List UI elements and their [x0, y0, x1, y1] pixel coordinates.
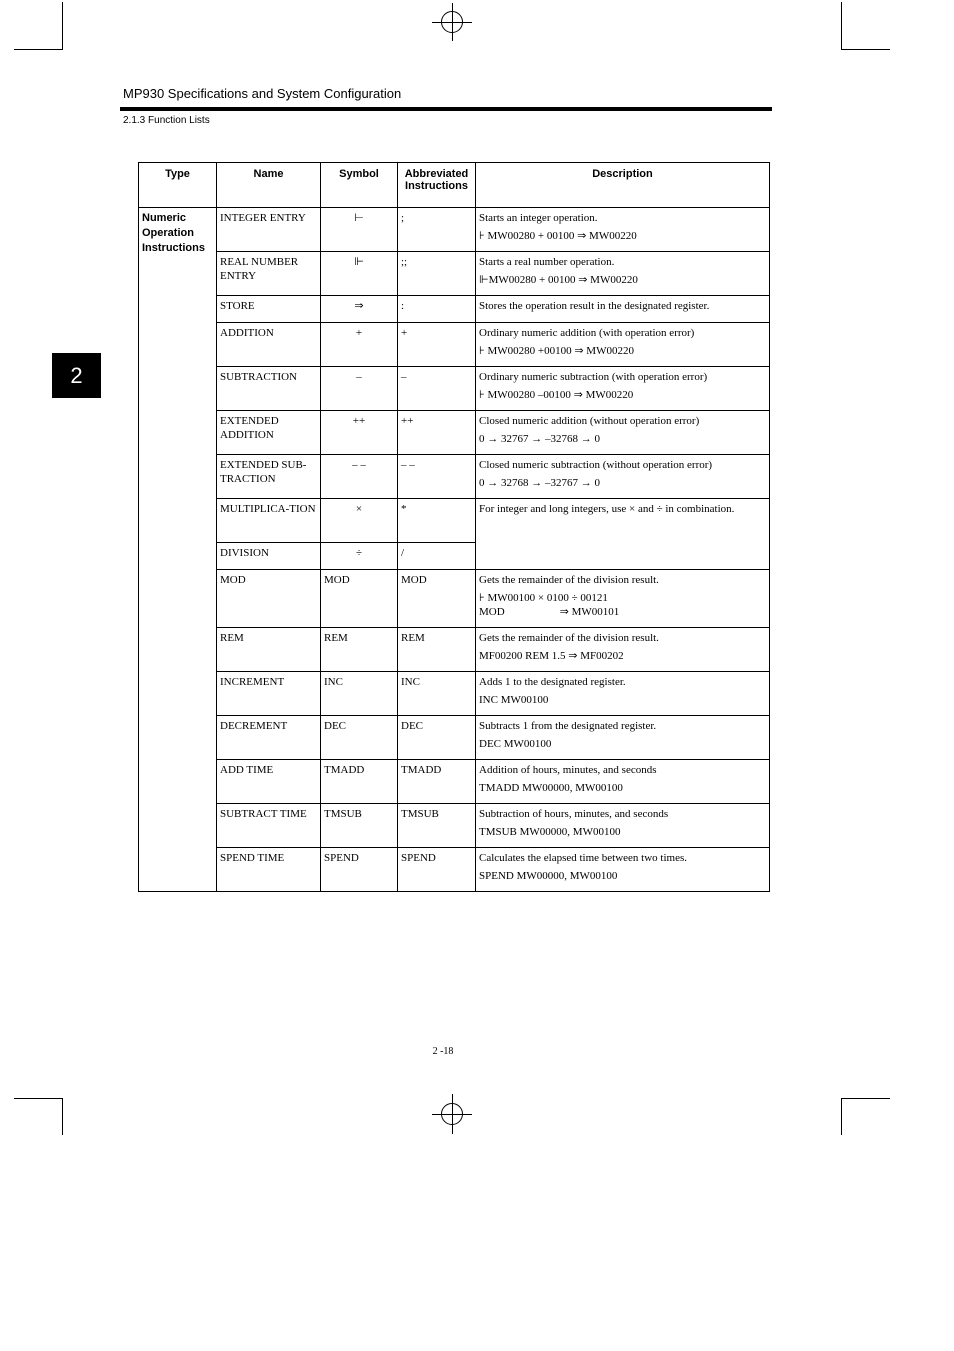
example-text: TMADD MW00000, MW00100 — [479, 782, 623, 794]
example-text: MOD ⇒ MW00101 — [479, 606, 620, 618]
symbol-cell: REM — [321, 628, 398, 672]
description-text: Calculates the elapsed time between two times. — [479, 852, 688, 864]
name-cell: MOD — [217, 570, 321, 628]
table-row — [139, 570, 770, 628]
example-text: ⊦ MW00280 –00100 ⇒ MW00220 — [479, 389, 634, 401]
symbol-cell: DEC — [321, 716, 398, 760]
table-row — [139, 672, 770, 716]
column-header: Abbreviated Instructions — [398, 163, 476, 208]
description-cell — [476, 323, 770, 367]
table-row — [139, 208, 770, 252]
type-cell: Numeric Operation Instructions — [139, 208, 217, 892]
abbr-cell: ++ — [398, 411, 476, 455]
symbol-cell: × — [321, 499, 398, 543]
name-cell: DECREMENT — [217, 716, 321, 760]
example-text: MF00200 REM 1.5 ⇒ MF00202 — [479, 650, 624, 662]
abbr-cell: / — [398, 543, 476, 570]
description-cell — [476, 208, 770, 252]
abbr-cell: ; — [398, 208, 476, 252]
name-cell: EXTENDED ADDITION — [217, 411, 321, 455]
description-cell — [476, 367, 770, 411]
table-row — [139, 848, 770, 892]
table-row — [139, 628, 770, 672]
example-text: 0 → 32767 → –32768 → 0 — [479, 433, 600, 445]
name-cell: REAL NUMBER ENTRY — [217, 252, 321, 296]
name-cell: SUBTRACT TIME — [217, 804, 321, 848]
symbol-cell: INC — [321, 672, 398, 716]
description-text: Adds 1 to the designated register. — [479, 676, 626, 688]
example-text: ⊦ MW00280 +00100 ⇒ MW00220 — [479, 345, 634, 357]
name-cell: ADD TIME — [217, 760, 321, 804]
function-table — [138, 162, 770, 892]
description-text: Gets the remainder of the division result. — [479, 574, 659, 586]
description-text: Starts a real number operation. — [479, 256, 615, 268]
description-cell — [476, 499, 770, 570]
abbr-cell: SPEND — [398, 848, 476, 892]
description-cell — [476, 760, 770, 804]
example-text: 0 → 32768 → –32767 → 0 — [479, 477, 600, 489]
description-cell — [476, 252, 770, 296]
name-cell: INTEGER ENTRY — [217, 208, 321, 252]
example-text: ⊦ MW00100 × 0100 ÷ 00121 — [479, 592, 608, 604]
example-text: DEC MW00100 — [479, 738, 552, 750]
symbol-cell: ⇒ — [321, 296, 398, 323]
table-row — [139, 323, 770, 367]
example-text: SPEND MW00000, MW00100 — [479, 870, 618, 882]
table-row — [139, 760, 770, 804]
symbol-cell: ++ — [321, 411, 398, 455]
description-cell — [476, 570, 770, 628]
page-number: 2 -18 — [432, 1046, 454, 1057]
description-cell — [476, 848, 770, 892]
name-cell: REM — [217, 628, 321, 672]
name-cell: SUBTRACTION — [217, 367, 321, 411]
name-cell: MULTIPLICA-TION — [217, 499, 321, 543]
abbr-cell: DEC — [398, 716, 476, 760]
section-label: 2.1.3 Function Lists — [123, 115, 210, 126]
description-cell — [476, 455, 770, 499]
column-header: Symbol — [321, 163, 398, 208]
symbol-cell: ÷ — [321, 543, 398, 570]
table-row — [139, 499, 770, 543]
abbr-cell: INC — [398, 672, 476, 716]
abbr-cell: – – — [398, 455, 476, 499]
header-rule — [120, 107, 772, 111]
description-cell — [476, 296, 770, 323]
symbol-cell: MOD — [321, 570, 398, 628]
description-text: Addition of hours, minutes, and seconds — [479, 764, 657, 776]
symbol-cell: TMADD — [321, 760, 398, 804]
abbr-cell: MOD — [398, 570, 476, 628]
table-row — [139, 716, 770, 760]
description-text: Closed numeric addition (without operation error) — [479, 415, 700, 427]
abbr-cell: * — [398, 499, 476, 543]
column-header: Name — [217, 163, 321, 208]
description-text: Gets the remainder of the division result. — [479, 632, 659, 644]
description-text: For integer and long integers, use × and ÷ in combination. — [479, 503, 735, 515]
abbr-cell: – — [398, 367, 476, 411]
description-text: Ordinary numeric subtraction (with operation error) — [479, 371, 708, 383]
description-text: Closed numeric subtraction (without operation error) — [479, 459, 713, 471]
name-cell: ADDITION — [217, 323, 321, 367]
abbr-cell: TMSUB — [398, 804, 476, 848]
table-row — [139, 804, 770, 848]
abbr-cell: REM — [398, 628, 476, 672]
symbol-cell: TMSUB — [321, 804, 398, 848]
description-text: Subtracts 1 from the designated register. — [479, 720, 657, 732]
symbol-cell: SPEND — [321, 848, 398, 892]
symbol-cell: ⊩ — [321, 252, 398, 296]
abbr-cell: : — [398, 296, 476, 323]
name-cell: DIVISION — [217, 543, 321, 570]
description-text: Starts an integer operation. — [479, 212, 598, 224]
table-row — [139, 252, 770, 296]
description-cell — [476, 716, 770, 760]
description-cell — [476, 411, 770, 455]
symbol-cell: – – — [321, 455, 398, 499]
symbol-cell: – — [321, 367, 398, 411]
table-row — [139, 411, 770, 455]
symbol-cell: ⊢ — [321, 208, 398, 252]
abbr-cell: TMADD — [398, 760, 476, 804]
table-row — [139, 455, 770, 499]
abbr-cell: ;; — [398, 252, 476, 296]
name-cell: EXTENDED SUB-TRACTION — [217, 455, 321, 499]
table-row — [139, 367, 770, 411]
description-text: Subtraction of hours, minutes, and seconds — [479, 808, 669, 820]
example-text: TMSUB MW00000, MW00100 — [479, 826, 621, 838]
table-header-row — [139, 163, 770, 208]
example-text: ⊦ MW00280 + 00100 ⇒ MW00220 — [479, 230, 637, 242]
description-cell — [476, 628, 770, 672]
example-text: ⊩MW00280 + 00100 ⇒ MW00220 — [479, 274, 638, 286]
column-header: Type — [139, 163, 217, 208]
symbol-cell: + — [321, 323, 398, 367]
description-cell — [476, 672, 770, 716]
abbr-cell: + — [398, 323, 476, 367]
name-cell: STORE — [217, 296, 321, 323]
header-title: MP930 Specifications and System Configuration — [123, 86, 402, 101]
name-cell: SPEND TIME — [217, 848, 321, 892]
table-row — [139, 296, 770, 323]
name-cell: INCREMENT — [217, 672, 321, 716]
column-header: Description — [476, 163, 770, 208]
description-text: Ordinary numeric addition (with operation error) — [479, 327, 695, 339]
chapter-tab: 2 — [52, 353, 101, 398]
description-cell — [476, 804, 770, 848]
description-text: Stores the operation result in the designated register. — [479, 300, 710, 312]
example-text: INC MW00100 — [479, 694, 549, 706]
